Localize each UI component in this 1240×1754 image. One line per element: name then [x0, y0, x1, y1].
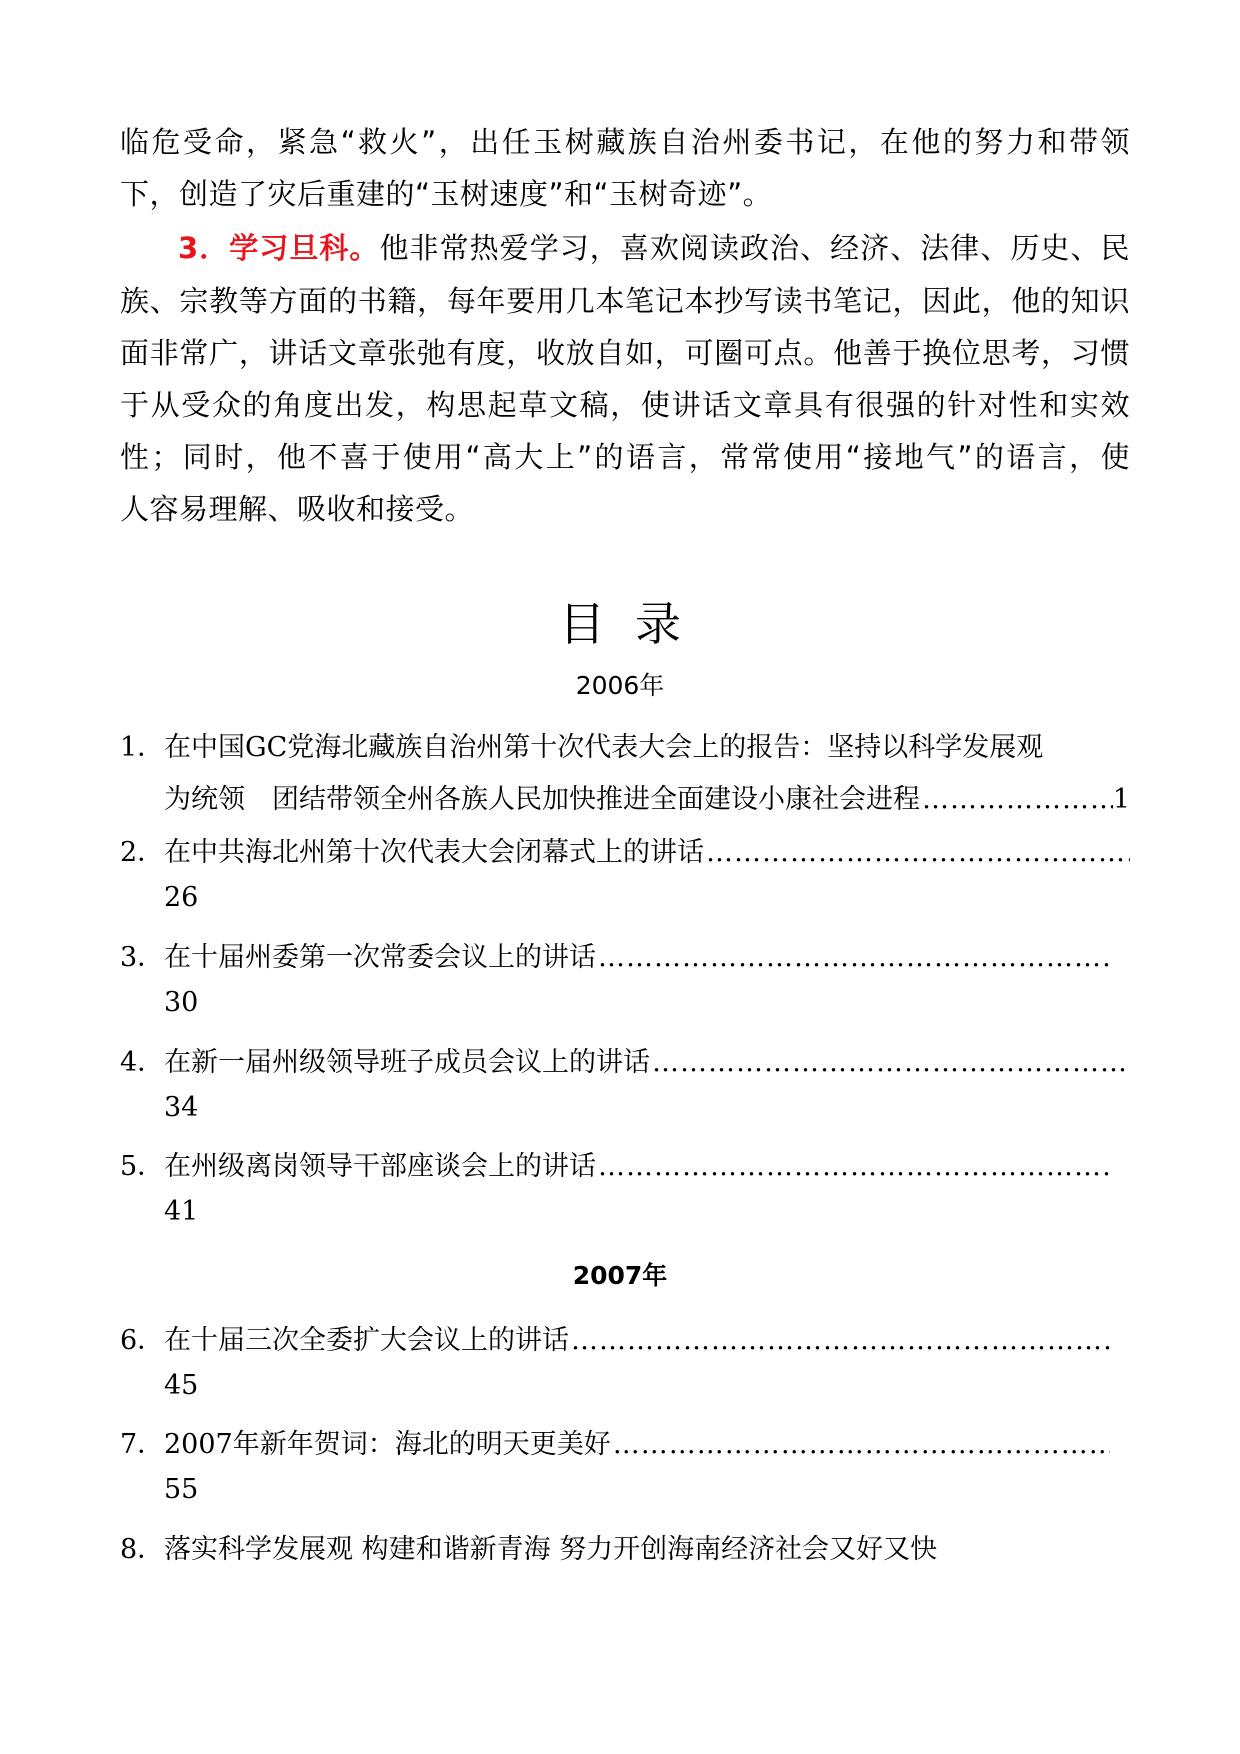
- toc-page-number: 55: [164, 1474, 199, 1505]
- toc-entry[interactable]: [120, 830, 1130, 869]
- section-3-heading: 3．学习旦科。: [178, 231, 380, 265]
- toc-leader-dots: [598, 942, 1110, 973]
- prose-line: 人容易理解、吸收和接受。: [120, 492, 475, 526]
- toc-page-number: 1: [1112, 784, 1130, 815]
- toc-entry[interactable]: [120, 1422, 1110, 1461]
- prose-line: 面非常广，讲话文章张弛有度，收放自如，可圈可点。他善于换位思考，习惯: [120, 336, 1130, 370]
- toc-entry[interactable]: [120, 1040, 1130, 1079]
- toc-entry[interactable]: [120, 725, 1130, 764]
- toc-entry-number: 4．: [120, 1047, 165, 1078]
- toc-entry-title: 在州级离岗领导干部座谈会上的讲话: [164, 1151, 596, 1182]
- toc-leader-dots: [706, 837, 1130, 868]
- toc-entry[interactable]: [120, 935, 1110, 974]
- toc-year-heading: 2006年: [575, 671, 665, 700]
- toc-entry-title: 在中国GC党海北藏族自治州第十次代表大会上的报告：坚持以科学发展观: [164, 732, 1044, 763]
- toc-entry-title: 2007年新年贺词：海北的明天更美好: [164, 1429, 611, 1460]
- toc-page-number: 26: [164, 882, 199, 913]
- toc-leader-dots: [571, 1325, 1110, 1356]
- toc-entry-title: 在中共海北州第十次代表大会闭幕式上的讲话: [164, 837, 704, 868]
- toc-entry-title: 在十届州委第一次常委会议上的讲话: [164, 942, 596, 973]
- prose-line: 于从受众的角度出发，构思起草文稿，使讲话文章具有很强的针对性和实效: [120, 388, 1130, 422]
- section-3-first-line: [178, 226, 1130, 267]
- toc-entry-continuation[interactable]: [164, 777, 1130, 816]
- toc-entry-title: 落实科学发展观 构建和谐新青海 努力开创海南经济社会又好又快: [164, 1534, 938, 1565]
- toc-title: 目录: [559, 597, 711, 651]
- toc-entry-title: 在新一届州级领导班子成员会议上的讲话: [164, 1047, 650, 1078]
- toc-entry[interactable]: [120, 1318, 1110, 1357]
- toc-page-number: 45: [164, 1370, 199, 1401]
- toc-entry[interactable]: [120, 1144, 1110, 1183]
- section-3-text: 他非常热爱学习，喜欢阅读政治、经济、法律、历史、民: [379, 231, 1130, 265]
- toc-entry[interactable]: [120, 1527, 1130, 1566]
- toc-page-number: 30: [164, 987, 199, 1018]
- toc-entry-number: 1．: [120, 732, 165, 763]
- toc-leader-dots: [652, 1047, 1130, 1078]
- toc-leader-dots: [598, 1151, 1110, 1182]
- toc-entry-number: 7．: [120, 1429, 165, 1460]
- toc-entry-title: 为统领 团结带领全州各族人民加快推进全面建设小康社会进程: [164, 784, 920, 815]
- toc-year-heading: 2007年: [572, 1261, 668, 1290]
- prose-line: 临危受命，紧急“救火”，出任玉树藏族自治州委书记，在他的努力和带领: [120, 125, 1130, 159]
- prose-line: 族、宗教等方面的书籍，每年要用几本笔记本抄写读书笔记，因此，他的知识: [120, 284, 1130, 318]
- toc-leader-dots: [613, 1429, 1110, 1460]
- toc-entry-number: 8．: [120, 1534, 165, 1565]
- prose-line: 性；同时，他不喜于使用“高大上”的语言，常常使用“接地气”的语言，使: [120, 440, 1130, 474]
- toc-page-number: 34: [164, 1092, 199, 1123]
- toc-entry-title: 在十届三次全委扩大会议上的讲话: [164, 1325, 569, 1356]
- toc-entry-number: 5．: [120, 1151, 165, 1182]
- toc-entry-number: 2．: [120, 837, 165, 868]
- prose-line: 下，创造了灾后重建的“玉树速度”和“玉树奇迹”。: [120, 177, 773, 211]
- toc-entry-number: 6．: [120, 1325, 165, 1356]
- toc-leader-dots: [922, 784, 1113, 815]
- toc-entry-number: 3．: [120, 942, 165, 973]
- toc-page-number: 41: [164, 1196, 199, 1227]
